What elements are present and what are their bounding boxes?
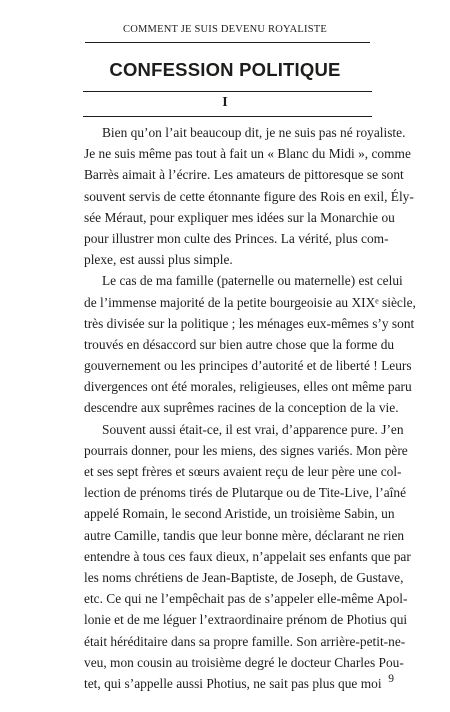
section-rule-top — [83, 91, 372, 92]
text-line: lection de prénoms tirés de Plutarque ou de Tite-Live, l’aîné — [84, 485, 407, 501]
text-line: appelé Romain, le second Aristide, un troisième Sabin, un — [84, 506, 395, 522]
section-number: I — [222, 95, 228, 110]
header-rule — [85, 42, 370, 43]
text-line: trouvés en désaccord sur bien autre chose que la forme du — [84, 336, 395, 352]
text-line: Bien qu’on l’ait beaucoup dit, je ne suis pas né royaliste. — [102, 125, 406, 140]
text-line: pourrais donner, pour les miens, des signes variés. Mon père — [84, 442, 408, 458]
text-line: était héréditaire dans sa propre famille. Son arrière-petit-ne- — [84, 633, 406, 649]
text-line: lonie et de me léguer l’extraordinaire prénom de Photius qui — [84, 612, 408, 628]
text-line: sée Méraut, pour expliquer mes idées sur la Monarchie ou — [84, 209, 395, 225]
text-line: Le cas de ma famille (paternelle ou maternelle) est celui — [102, 273, 403, 289]
body-text — [84, 122, 416, 694]
text-line: descendre aux suprêmes racines de la conception de la vie. — [84, 400, 399, 416]
text-line: Souvent aussi était-ce, il est vrai, d’apparence pure. J’en — [102, 421, 404, 437]
text-line: tet, qui s’appelle aussi Photius, ne sait pas plus que moi — [84, 675, 382, 691]
text-line: et ses sept frères et sœurs avaient reçu de leur père une col- — [84, 464, 402, 479]
paragraph-3 — [84, 419, 411, 694]
chapter-title: CONFESSION POLITIQUE — [109, 59, 341, 80]
running-head: COMMENT JE SUIS DEVENU ROYALISTE — [123, 24, 327, 35]
text-line: les noms chrétiens de Jean-Baptiste, de Joseph, de Gustave, — [84, 569, 404, 585]
text-line: autre Camille, tandis que leur bonne mère, déclarant ne rien — [84, 527, 405, 543]
text-line: très divisée sur la politique ; les ménages eux-mêmes s’y sont — [84, 315, 415, 331]
text-line: entendre à tous ces faux dieux, n’appelait ses enfants que par — [84, 548, 411, 564]
text-line: plexe, est aussi plus simple. — [84, 252, 233, 268]
text-line: etc. Ce qui ne l’empêchait pas de s’appeler elle-même Apol- — [84, 591, 408, 607]
text-line: Barrès aimait à l’écrire. Les amateurs de pittoresque se sont — [84, 167, 404, 183]
text-line: pour illustrer mon culte des Princes. La vérité, plus com- — [84, 230, 389, 246]
text-line: divergences ont été morales, religieuses, elles ont même paru — [84, 379, 412, 395]
section-rule-bottom — [83, 116, 372, 117]
text-line: veu, mon cousin au troisième degré le docteur Charles Pou- — [84, 654, 404, 670]
text-line: Je ne suis même pas tout à fait un « Blanc du Midi », comme — [84, 146, 411, 162]
page-number: 9 — [388, 673, 394, 685]
paragraph-2 — [84, 270, 416, 418]
text-line: souvent servis de cette étonnante figure des Rois en exil, Ély- — [84, 188, 414, 204]
text-line: gouvernement ou les principes d’autorité et de liberté ! Leurs — [84, 358, 412, 374]
text-line: de l’immense majorité de la petite bourgeoisie au XIXᵉ siècle, — [84, 294, 416, 310]
paragraph-1 — [84, 122, 414, 270]
